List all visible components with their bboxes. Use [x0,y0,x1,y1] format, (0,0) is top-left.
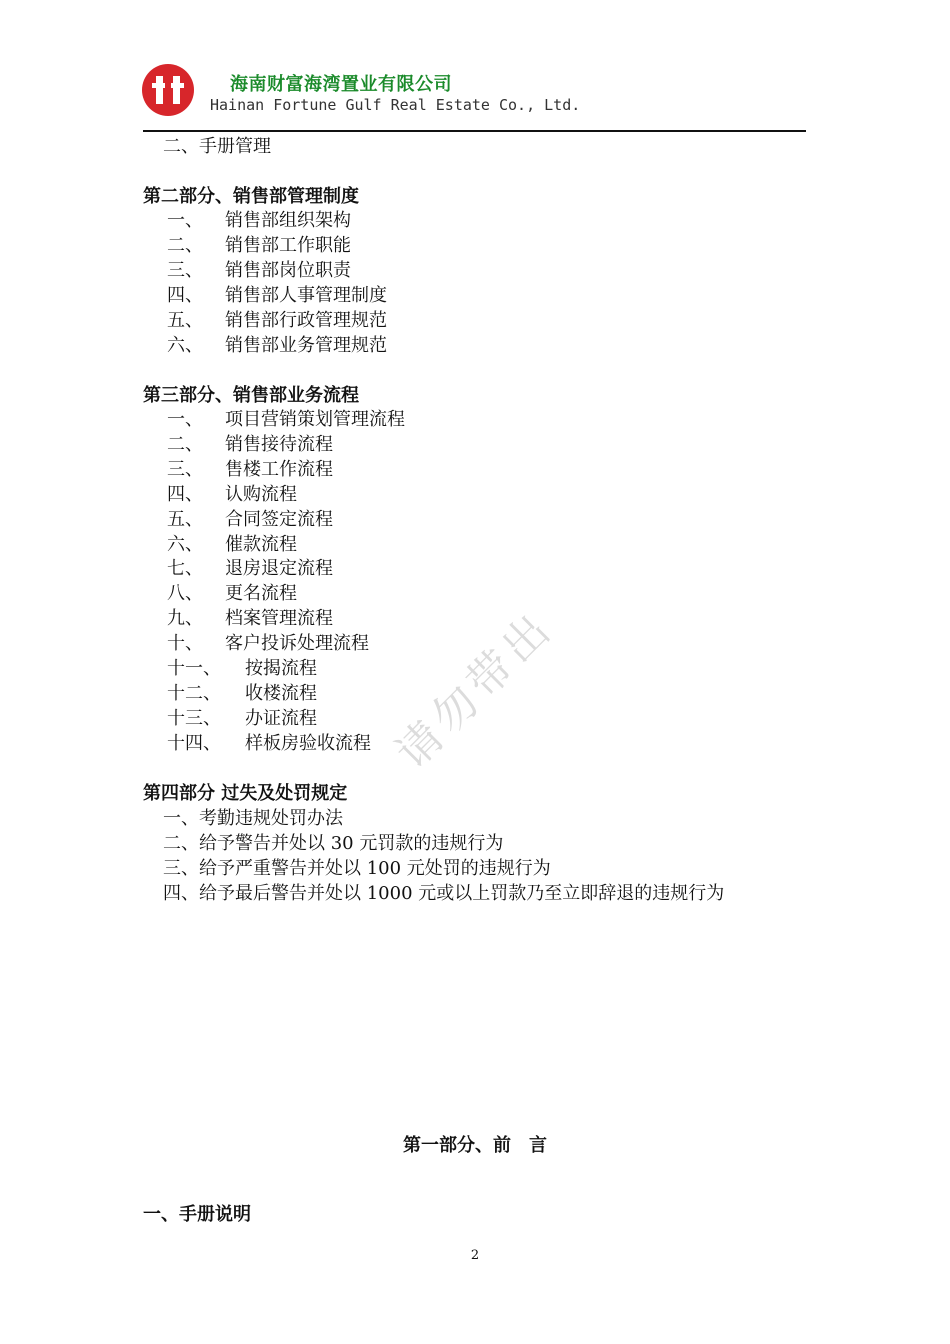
toc-item [167,334,387,358]
toc-item-number: 十、 [167,633,203,655]
toc-item-label: 档案管理流程 [225,608,333,630]
toc-item [167,234,351,258]
toc-item-number: 十二、 [167,682,221,704]
toc-item-number: 一、 [167,210,203,231]
watermark: 请勿带出 [386,601,564,779]
toc-item-number: 五、 [167,508,203,530]
penalty-item: 三、给予严重警告并处以 100 元处罚的违规行为 [163,858,551,879]
header-divider [143,130,806,132]
company-logo [141,63,195,117]
toc-item-label: 更名流程 [225,583,297,605]
toc-item-number: 四、 [167,285,203,306]
toc-item-label: 催款流程 [225,533,297,555]
company-name-cn: 海南财富海湾置业有限公司 [230,74,452,95]
toc-item [167,284,387,308]
toc-item-label: 销售部组织架构 [225,210,351,231]
toc-item-number: 五、 [167,310,203,331]
toc-item-label: 按揭流程 [245,658,317,679]
toc-item-label: 销售部业务管理规范 [225,335,387,356]
toc-item [167,433,333,457]
toc-item-number: 二、 [167,235,203,256]
part2-heading: 第二部分、销售部管理制度 [143,186,359,207]
toc-item [167,632,369,656]
toc-item [167,607,333,631]
toc-item-number: 十一、 [167,658,221,679]
toc-item [167,533,297,557]
toc-item [167,483,297,507]
toc-item-number: 六、 [167,335,203,356]
page-number: 2 [470,1248,480,1263]
toc-item [167,259,351,283]
toc-item-label: 客户投诉处理流程 [225,633,369,655]
company-name-en: Hainan Fortune Gulf Real Estate Co., Ltd. [210,96,581,114]
toc-item-number: 三、 [167,458,203,480]
toc-item [167,458,333,482]
section-title: 第一部分、前 言 [403,1135,547,1156]
toc-item [167,732,371,756]
toc-item [167,657,317,681]
toc-item [167,408,405,432]
toc-item-label: 收楼流程 [245,682,317,704]
toc-item-label: 销售接待流程 [225,433,333,455]
toc-item-label: 样板房验收流程 [245,732,371,754]
toc-item-label: 合同签定流程 [225,508,333,530]
toc-item-label: 项目营销策划管理流程 [225,409,405,430]
part3-heading: 第三部分、销售部业务流程 [143,385,359,406]
toc-item [167,209,351,233]
toc-item-number: 四、 [167,483,203,505]
toc-item [167,682,317,706]
toc-item-label: 办证流程 [245,707,317,729]
toc-item-number: 二、 [167,433,203,455]
toc-item-number: 一、 [167,409,203,430]
toc-item-label: 销售部工作职能 [225,235,351,256]
toc-item-number: 九、 [167,608,203,630]
toc-item [167,309,387,333]
toc-item-number: 六、 [167,533,203,555]
toc-item [167,707,317,731]
toc-item-number: 十四、 [167,732,221,754]
penalty-item: 一、考勤违规处罚办法 [163,808,343,829]
toc-item [167,557,333,581]
toc-item-label: 销售部行政管理规范 [225,310,387,331]
toc-item-number: 八、 [167,583,203,605]
toc-item-manual-management: 二、手册管理 [163,136,271,157]
toc-item [167,582,297,606]
toc-item-label: 销售部岗位职责 [225,260,351,281]
toc-item-label: 销售部人事管理制度 [225,285,387,306]
part4-heading: 第四部分 过失及处罚规定 [143,783,348,804]
section-subheading: 一、手册说明 [143,1204,251,1225]
penalty-item: 二、给予警告并处以 30 元罚款的违规行为 [163,833,504,854]
toc-item-label: 售楼工作流程 [225,458,333,480]
toc-item [167,508,333,532]
toc-item-number: 七、 [167,558,203,580]
toc-item-number: 十三、 [167,707,221,729]
toc-item-label: 认购流程 [225,483,297,505]
toc-item-label: 退房退定流程 [225,558,333,580]
toc-item-number: 三、 [167,260,203,281]
penalty-item: 四、给予最后警告并处以 1000 元或以上罚款乃至立即辞退的违规行为 [163,883,725,904]
